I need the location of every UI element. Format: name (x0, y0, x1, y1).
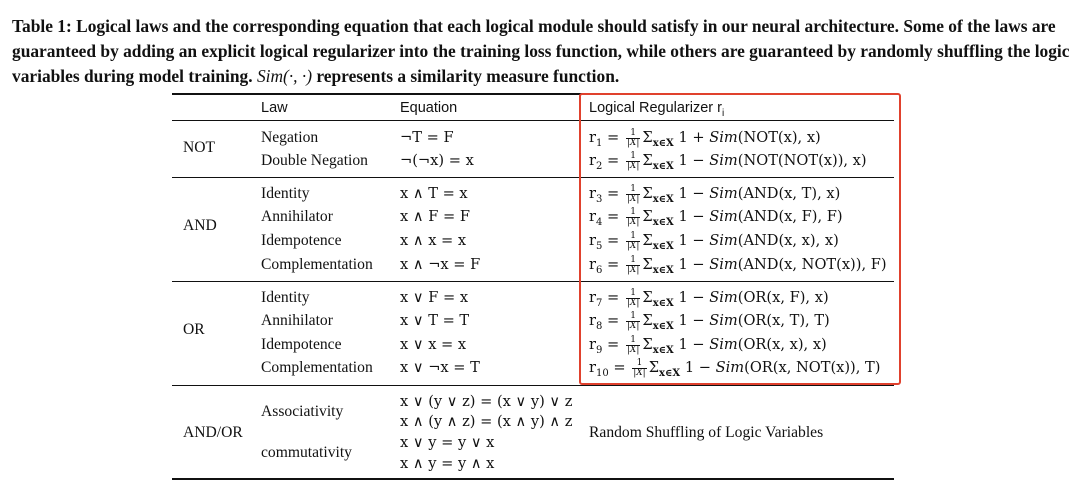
law-commutativity: commutativity (261, 444, 352, 461)
equation-assoc-or: x ∨ (y ∨ z) = (x ∨ y) ∨ z (400, 393, 573, 410)
law-name: Annihilator (261, 208, 333, 225)
equation-assoc-and: x ∧ (y ∧ z) = (x ∧ y) ∧ z (400, 413, 573, 430)
regularizer-symbol: r (589, 232, 596, 249)
regularizer-body: 1 − (684, 359, 716, 376)
similarity-arguments: (NOT(x), x) (737, 129, 821, 146)
equation-comm-and: x ∧ y = y ∧ x (400, 455, 495, 472)
similarity-function: Sim (709, 152, 738, 169)
caption-text: Table 1: Logical laws and the corresponding equation that each logical module should satisfy in our neural architecture. Some of the laws are guaranteed by adding an explicit logical regularizer into the training loss function, while others are guaranteed by randomly shuffling the logic variables during model training. (12, 16, 1070, 86)
similarity-arguments: (OR(x, NOT(x)), T) (744, 359, 881, 376)
sum-symbol: Σ (642, 312, 653, 329)
fraction (626, 312, 640, 331)
sum-subscript: x∈X (652, 193, 674, 205)
similarity-function: Sim (709, 129, 738, 146)
law-name: Complementation (261, 359, 373, 376)
law-name: Idempotence (261, 232, 342, 249)
sum-subscript: x∈X (652, 216, 674, 228)
equation-comm-or: x ∨ y = y ∨ x (400, 434, 495, 451)
law-name: Negation (261, 129, 319, 146)
equals-sign: = (602, 152, 624, 169)
law-equation: x ∧ F = F (400, 208, 470, 225)
fraction (626, 336, 640, 355)
table-caption (12, 14, 1070, 89)
similarity-function: Sim (709, 185, 738, 202)
law-name: Annihilator (261, 312, 333, 329)
sum-subscript: x∈X (652, 297, 674, 309)
fraction (626, 129, 640, 148)
equals-sign: = (602, 232, 624, 249)
regularizer-symbol: r (589, 289, 596, 306)
fraction (626, 232, 640, 251)
law-name: Complementation (261, 256, 373, 273)
sum-symbol: Σ (642, 289, 653, 306)
law-name: Idempotence (261, 336, 342, 353)
similarity-function: Sim (709, 289, 738, 306)
regularizer-index: 6 (595, 264, 603, 276)
regularizer-index: 9 (595, 344, 603, 356)
table-bottom-rule (172, 478, 894, 480)
sum-subscript: x∈X (652, 137, 674, 149)
equals-sign: = (602, 256, 624, 273)
fraction-denominator: |X| (626, 137, 640, 148)
fraction-numerator: 1 (626, 289, 640, 299)
fraction (626, 256, 640, 275)
law-associativity: Associativity (261, 403, 344, 420)
law-equation: x ∧ ¬x = F (400, 256, 481, 273)
regularizer-index: 2 (595, 160, 603, 172)
regularizer-formula (589, 231, 839, 257)
header-regularizer: Logical Regularizer $r_i$ (589, 100, 725, 119)
fraction-numerator: 1 (626, 152, 640, 162)
similarity-function: Sim (709, 232, 738, 249)
fraction-denominator: |X| (626, 264, 640, 275)
regularizer-formula (589, 311, 830, 337)
fraction-numerator: 1 (632, 359, 646, 369)
law-equation: x ∨ F = x (400, 289, 469, 306)
similarity-arguments: (AND(x, F), F) (737, 208, 843, 225)
regularizer-body: 1 − (678, 312, 710, 329)
similarity-arguments: (OR(x, F), x) (737, 289, 829, 306)
law-name: Identity (261, 185, 310, 202)
fraction-denominator: |X| (626, 240, 640, 251)
fraction-numerator: 1 (626, 232, 640, 242)
similarity-arguments: (AND(x, x), x) (737, 232, 839, 249)
equals-sign: = (602, 336, 624, 353)
similarity-arguments: (OR(x, x), x) (737, 336, 827, 353)
sum-symbol: Σ (642, 256, 653, 273)
header-equation: Equation (400, 100, 458, 116)
regularizer-body: 1 − (678, 152, 710, 169)
header-law: Law (261, 100, 288, 116)
regularizer-symbol: r (589, 129, 596, 146)
sum-symbol: Σ (642, 208, 653, 225)
regularizer-symbol: r (589, 336, 596, 353)
fraction-numerator: 1 (626, 336, 640, 346)
fraction-denominator: |X| (626, 193, 640, 204)
law-equation: x ∨ x = x (400, 336, 467, 353)
regularizer-formula (589, 151, 867, 177)
regularizer-index: 10 (595, 367, 609, 379)
regularizer-body: 1 − (678, 336, 710, 353)
similarity-arguments: (AND(x, NOT(x)), F) (737, 256, 887, 273)
similarity-arguments: (OR(x, T), T) (737, 312, 830, 329)
regularizer-body: 1 − (678, 232, 710, 249)
sum-symbol: Σ (642, 185, 653, 202)
equals-sign: = (602, 129, 624, 146)
fraction-numerator: 1 (626, 208, 640, 218)
similarity-function: Sim (709, 256, 738, 273)
sum-symbol: Σ (642, 129, 653, 146)
equals-sign: = (602, 312, 624, 329)
sum-symbol: Σ (642, 152, 653, 169)
regularizer-body: 1 − (678, 208, 710, 225)
fraction (632, 359, 646, 378)
similarity-arguments: (NOT(NOT(x)), x) (737, 152, 867, 169)
fraction-denominator: |X| (633, 367, 646, 378)
law-name: Identity (261, 289, 310, 306)
similarity-function: Sim (715, 359, 745, 376)
regularizer-index: 8 (595, 320, 603, 332)
fraction (626, 185, 640, 204)
regularizer-body: 1 − (678, 289, 710, 306)
fraction (626, 208, 640, 227)
fraction-numerator: 1 (626, 312, 640, 322)
regularizer-symbol: r (589, 256, 596, 273)
caption-sim-symbol: Sim(·, ·) (256, 66, 313, 86)
law-equation: x ∧ T = x (400, 185, 468, 202)
regularizer-body: 1 + (678, 129, 710, 146)
regularizer-formula (589, 207, 843, 233)
similarity-function: Sim (709, 336, 738, 353)
fraction-denominator: |X| (626, 297, 640, 308)
law-name: Double Negation (261, 152, 368, 169)
fraction-numerator: 1 (626, 185, 640, 195)
caption-tail: represents a similarity measure function. (316, 66, 620, 86)
equals-sign: = (608, 359, 631, 376)
fraction (626, 152, 640, 171)
regularizer-index: 1 (595, 137, 603, 149)
regularizer-symbol: r (589, 152, 596, 169)
law-equation: x ∨ T = T (400, 312, 470, 329)
regularizer-symbol: r (589, 208, 596, 225)
similarity-arguments: (AND(x, T), x) (737, 185, 841, 202)
similarity-function: Sim (709, 208, 738, 225)
equals-sign: = (602, 208, 624, 225)
group-label-andor: AND/OR (183, 424, 243, 441)
regularizer-index: 5 (595, 240, 603, 252)
fraction-numerator: 1 (626, 256, 640, 266)
law-equation: x ∧ x = x (400, 232, 467, 249)
group-label-or: OR (183, 321, 205, 338)
equals-sign: = (602, 185, 624, 202)
sum-subscript: x∈X (652, 264, 674, 276)
regularizer-index: 7 (595, 297, 603, 309)
fraction-denominator: |X| (626, 344, 640, 355)
regularizer-symbol: r (589, 312, 596, 329)
regularizer-formula (589, 255, 887, 281)
equals-sign: = (602, 289, 624, 306)
fraction-denominator: |X| (626, 320, 640, 331)
regularizer-symbol: r (589, 185, 596, 202)
group-label-and: AND (183, 217, 217, 234)
regularizer-index: 3 (595, 193, 603, 205)
sum-subscript: x∈X (652, 160, 674, 172)
fraction-numerator: 1 (626, 129, 640, 139)
regularizer-body: 1 − (678, 185, 710, 202)
random-shuffling-regularizer: Random Shuffling of Logic Variables (589, 424, 824, 441)
fraction (626, 289, 640, 308)
sum-subscript: x∈X (652, 344, 674, 356)
regularizer-index: 4 (595, 216, 603, 228)
regularizer-formula (589, 358, 880, 384)
regularizer-body: 1 − (678, 256, 710, 273)
group-label-not: NOT (183, 139, 216, 156)
similarity-function: Sim (709, 312, 738, 329)
sum-subscript: x∈X (652, 320, 674, 332)
sum-symbol: Σ (642, 232, 653, 249)
sum-subscript: x∈X (652, 240, 674, 252)
fraction-denominator: |X| (626, 160, 640, 171)
law-equation: ¬T = F (400, 129, 454, 146)
sum-symbol: Σ (648, 359, 660, 376)
sum-symbol: Σ (642, 336, 653, 353)
fraction-denominator: |X| (626, 216, 640, 227)
regularizer-symbol: r (589, 359, 596, 376)
sum-subscript: x∈X (659, 367, 681, 379)
law-equation: x ∨ ¬x = T (400, 359, 480, 376)
law-equation: ¬(¬x) = x (400, 152, 474, 169)
or-group-rule (172, 385, 894, 386)
